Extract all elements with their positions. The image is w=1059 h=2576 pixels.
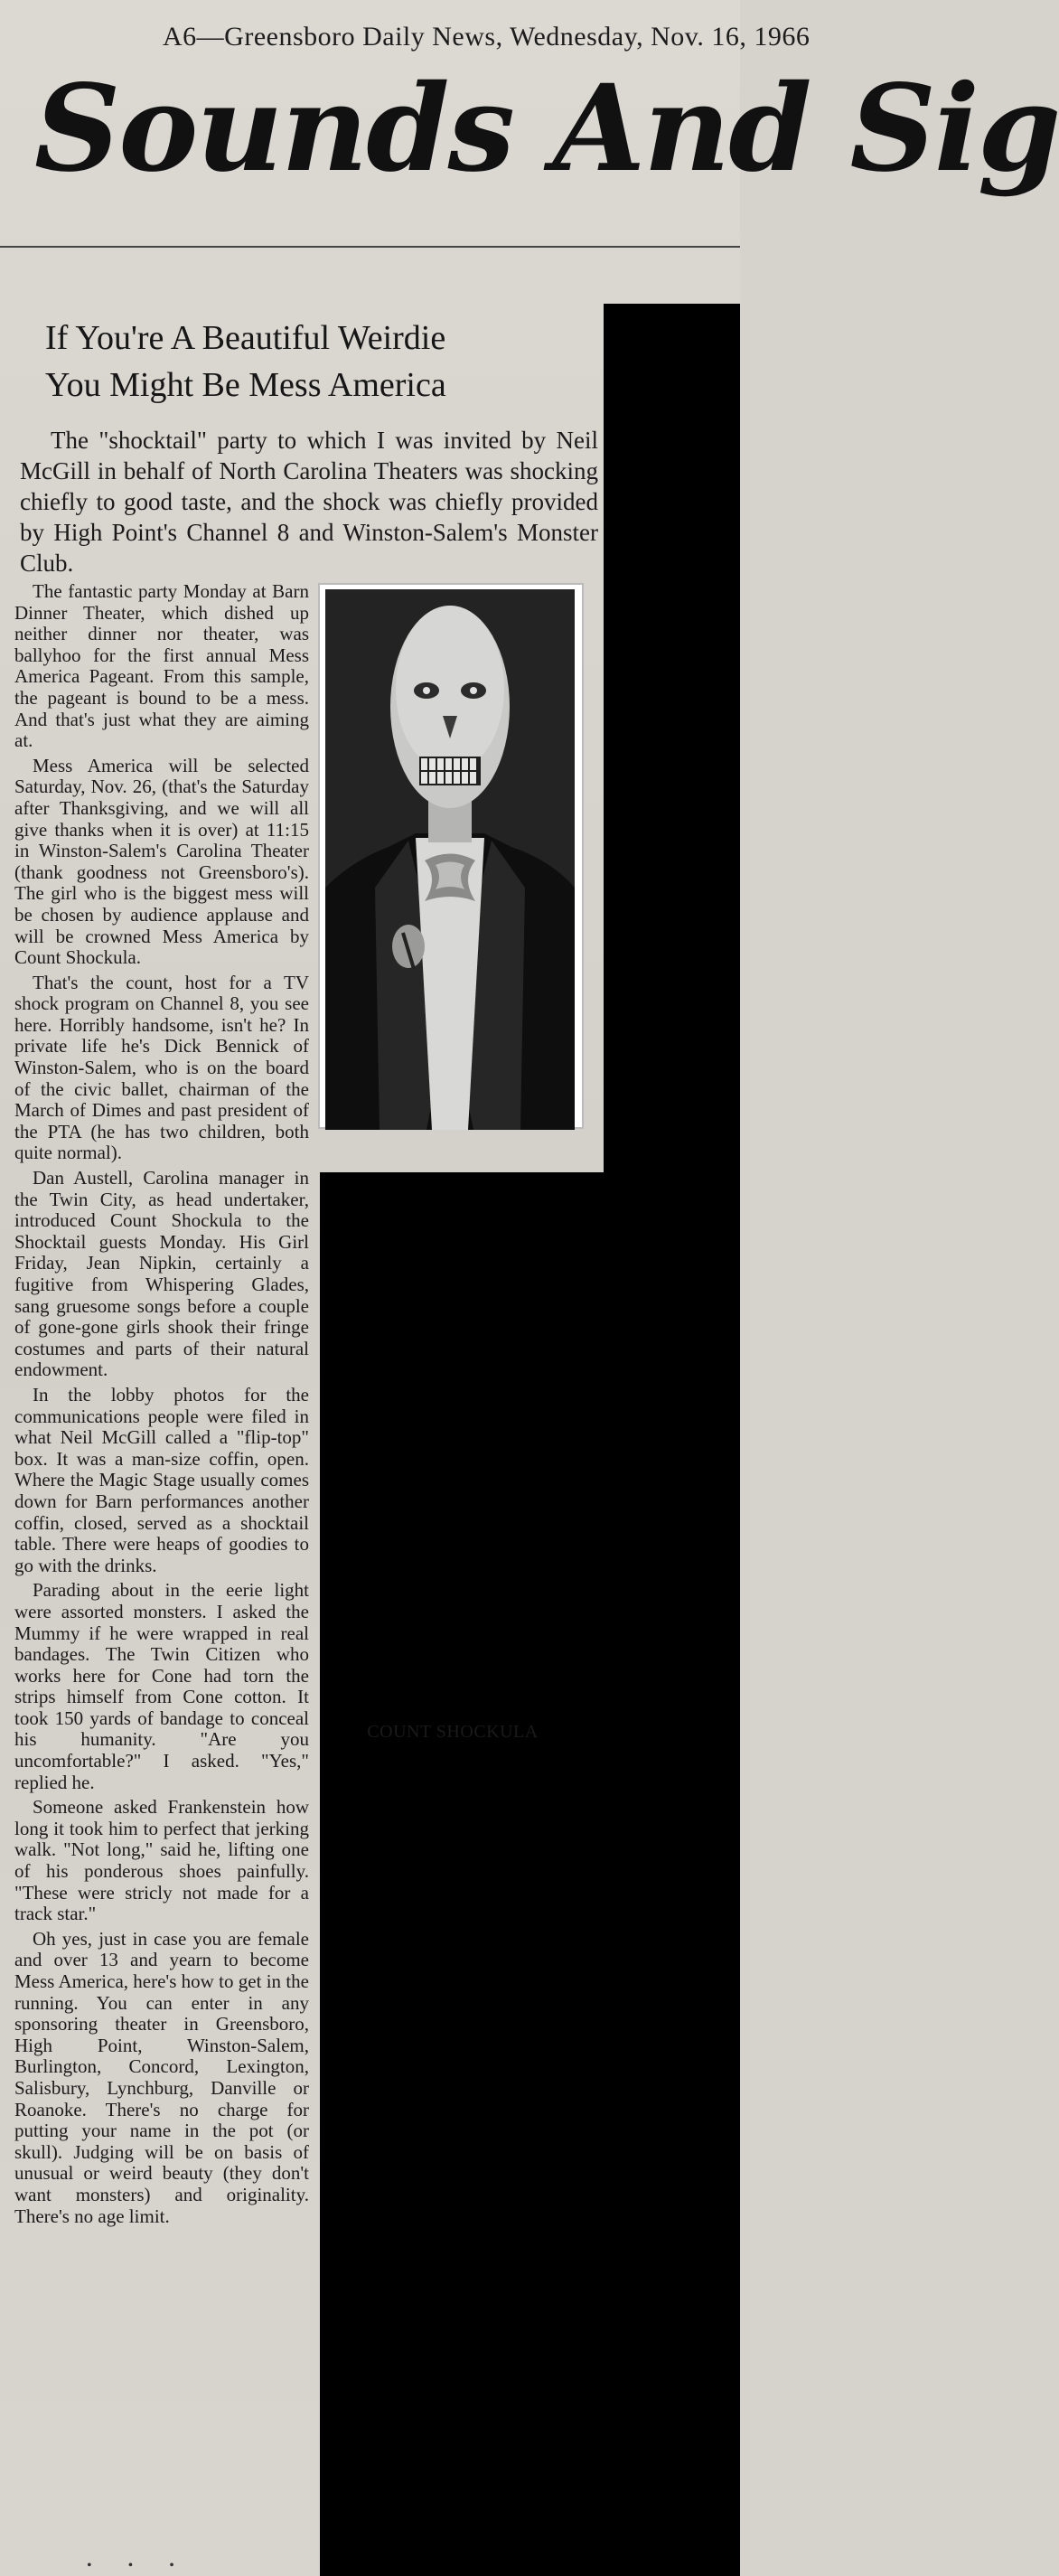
article-body-column bbox=[14, 581, 309, 2231]
count-shockula-photo bbox=[325, 589, 575, 1130]
paragraph: Parading about in the eerie light were assorted monsters. I asked the Mummy if he were wrapped in real bandages. The Twin Citizen who works here for Cone had torn the strips himself from Cone cotton. It took 150 yards of bandage to conceal his humanity. "Are you uncomfortable?" I asked. "Yes," replied he. bbox=[14, 1579, 309, 1793]
dateline: A6—Greensboro Daily News, Wednesday, Nov. 16, 1966 bbox=[163, 22, 811, 52]
photo-caption: COUNT SHOCKULA bbox=[367, 1722, 539, 1742]
paragraph: Oh yes, just in case you are female and over 13 and yearn to become Mess America, here's how to get in the running. You can enter in any sponsoring theater in Greensboro, High Point, Winston-Salem, Burlington, Concord, Lexington, Salisbury, Lynchburg, Danville or Roanoke. There's no charge for putting your name in the pot (or skull). Judging will be on basis of unusual or weird beauty (they don't want monsters) and originality. There's no age limit. bbox=[14, 1927, 309, 2227]
headline-line-2: You Might Be Mess America bbox=[45, 366, 446, 404]
photo-frame bbox=[318, 583, 584, 1742]
headline-line-1: If You're A Beautiful Weirdie bbox=[45, 319, 446, 357]
paragraph: That's the count, host for a TV shock program on Channel 8, you see here. Horribly handsome, isn't he? In private life he's Dick Bennick of Winston-Salem, who is on the board of the civic ballet, chairman of the March of Dimes and past president of the PTA (he has two children, both quite normal). bbox=[14, 971, 309, 1164]
paragraph: Someone asked Frankenstein how long it took him to perfect that jerking walk. "Not long," said he, lifting one of his ponderous shoes painfully. "These were stricly not made for a track star." bbox=[14, 1796, 309, 1925]
paragraph: The fantastic party Monday at Barn Dinner Theater, which dished up neither dinner nor theater, was ballyhoo for the first annual Mess America Pageant. From this sample, the pageant is bound to be a mess. And that's just what they are aiming at. bbox=[14, 580, 309, 752]
paragraph: Mess America will be selected Saturday, Nov. 26, (that's the Saturday after Thanksgiving, and we will all give thanks when it is over) at 11:15 in Winston-Salem's Carolina Theater (thank goodness not Greensboro's). The girl who is the biggest mess will be chosen by audience applause and will be crowned Mess America by Count Shockula. bbox=[14, 754, 309, 969]
divider-rule bbox=[0, 246, 740, 248]
section-separator: • • • bbox=[87, 2558, 191, 2573]
section-heading: Sounds And Sig bbox=[34, 59, 1059, 199]
cropped-blank-area-bottom bbox=[320, 1172, 740, 2576]
paragraph: Dan Austell, Carolina manager in the Twin City, as head undertaker, introduced Count Shockula to the Shocktail guests Monday. His Girl Friday, Jean Nipkin, certainly a fugitive from Whispering Glades, sang gruesome songs before a couple of gone-gone girls shook their fringe costumes and parts of their natural endowment. bbox=[14, 1167, 309, 1381]
lead-paragraph: The "shocktail" party to which I was invited by Neil McGill in behalf of North Carolina Theaters was shocking chiefly to good taste, and the shock was chiefly provided by High Point's Channel 8 and Winston-Salem's Monster Club. bbox=[20, 427, 598, 577]
article-headline bbox=[45, 315, 587, 409]
paragraph: In the lobby photos for the communications people were filed in what Neil McGill called a "flip-top" box. It was a man-size coffin, open. Where the Magic Stage usually comes down for Barn performances another coffin, closed, served as a shocktail table. There were heaps of goodies to go with the drinks. bbox=[14, 1383, 309, 1576]
